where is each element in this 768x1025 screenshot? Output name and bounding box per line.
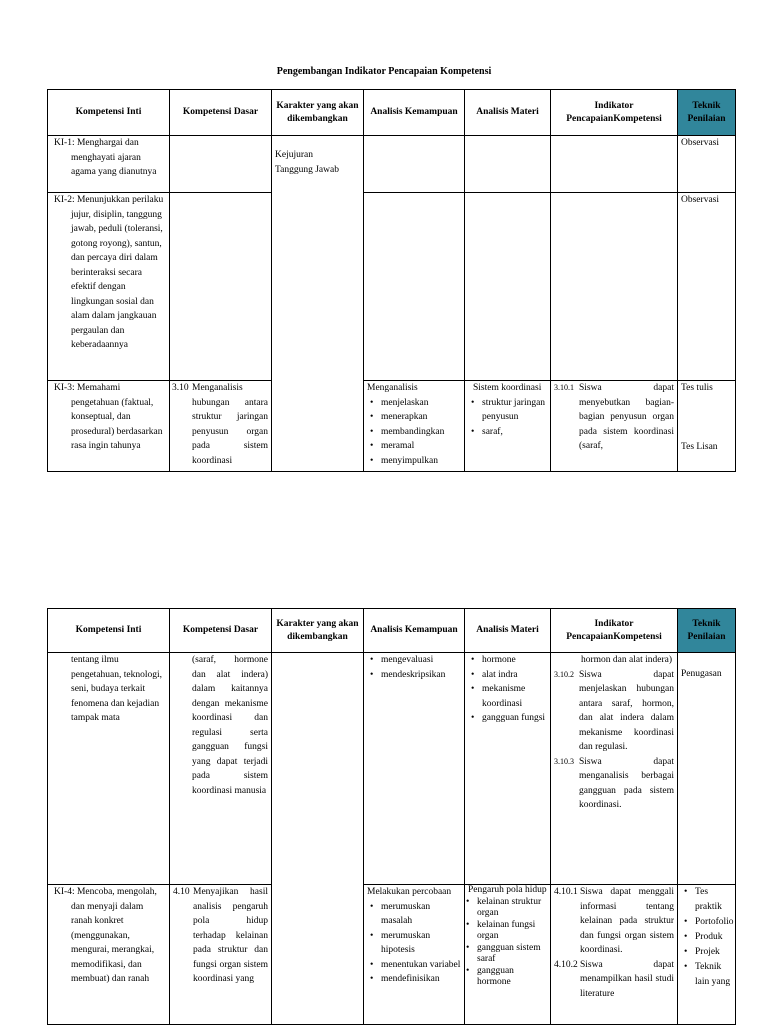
kemampuan-empty-cell <box>364 193 465 381</box>
table-row <box>48 885 736 1025</box>
kemampuan-list <box>367 653 461 682</box>
materi-cell <box>465 381 551 472</box>
teknik-item: Tes Lisan <box>681 441 718 452</box>
karakter-item: Tanggung Jawab <box>275 164 339 175</box>
kd-number: 3.10 <box>172 383 189 393</box>
list-item: • Projek <box>695 945 732 960</box>
materi-title: Pengaruh pola hidup <box>468 885 547 895</box>
kd-text: Menyajikan hasil analisis pengaruh pola hidup terhadap kelainan pada struktur dan fungsi organ sistem koordinasi yang <box>193 887 268 984</box>
materi-empty-cell <box>465 193 551 381</box>
kd-empty-cell <box>170 193 272 381</box>
list-item: • menentukan variabel <box>381 958 461 973</box>
list-item: • saraf, <box>482 425 547 440</box>
indikator-text: Siswa dapat menggali informasi tentang kelainan pada struktur dan fungsi organ sistem koordinasi. <box>580 887 674 955</box>
header-teknik: Teknik Penilaian <box>678 609 736 653</box>
ki1-text: KI-1: Menghargai dan menghayati ajaran agama yang dianutnya <box>54 138 157 177</box>
kd410-cell <box>170 885 272 1025</box>
indikator-empty-cell <box>551 193 678 381</box>
ki3-cell <box>48 381 170 472</box>
indikator-cell <box>551 653 678 885</box>
teknik-item: Tes tulis <box>681 383 713 393</box>
materi-list <box>468 396 547 440</box>
kemampuan-title: Menganalisis <box>367 383 418 393</box>
indikator-number: 3.10.3 <box>554 756 574 766</box>
indikator-number: 3.10.2 <box>554 669 574 679</box>
header-indikator: Indikator PencapaianKompetensi <box>551 609 678 653</box>
list-item: • menyimpulkan <box>381 454 461 469</box>
materi-empty-cell <box>465 136 551 193</box>
karakter-item: Kejujuran <box>275 150 313 160</box>
list-item: • Teknik lain yang <box>695 960 732 990</box>
materi-cell <box>465 653 551 885</box>
kd-continued-cell <box>170 653 272 885</box>
header-teknik: Teknik Penilaian <box>678 90 736 136</box>
list-item: • mengevaluasi <box>381 653 461 668</box>
ki3-continued-cell <box>48 653 170 885</box>
teknik-ki3-cell <box>678 381 736 472</box>
header-kemampuan: Analisis Kemampuan <box>364 90 465 136</box>
list-item: • menerapkan <box>381 410 461 425</box>
header-karakter: Karakter yang akan dikembangkan <box>272 90 364 136</box>
ki4-text: KI-4: Mencoba, mengolah, dan menyaji dalam ranah konkret (menggunakan, mengurai, merangkai, memodifikasi, dan membuat) dan ranah <box>54 887 157 984</box>
teknik-cell <box>678 653 736 885</box>
kemampuan-list <box>367 900 461 987</box>
header-indikator: Indikator PencapaianKompetensi <box>551 90 678 136</box>
list-item: • gangguan fungsi <box>482 711 547 726</box>
kemampuan-cell <box>364 885 465 1025</box>
teknik-item: Penugasan <box>681 669 722 679</box>
kemampuan-cell <box>364 381 465 472</box>
indikator-cell <box>551 885 678 1025</box>
indikator-number: 4.10.1 <box>554 887 578 897</box>
list-item: • merumuskan masalah <box>381 900 461 929</box>
kd-number: 4.10 <box>173 887 190 897</box>
indikator-text: Siswa dapat menyebutkan bagian-bagian penyusun organ pada sistem koordinasi (saraf, <box>579 383 674 451</box>
kemampuan-empty-cell <box>364 136 465 193</box>
list-item: • menjelaskan <box>381 396 461 411</box>
table-header-row <box>48 90 736 136</box>
teknik-list <box>681 885 732 990</box>
header-karakter: Karakter yang akan dikembangkan <box>272 609 364 653</box>
header-ki: Kompetensi Inti <box>48 609 170 653</box>
list-item: • mendeskripsikan <box>381 668 461 683</box>
indikator-text: Siswa dapat menganalisis berbagai gangguan pada sistem koordinasi. <box>579 756 674 810</box>
list-item: • kelainan fungsi organ <box>477 920 547 943</box>
list-item: • Produk <box>695 930 732 945</box>
list-item: • Tes praktik <box>695 885 732 915</box>
kd-text: Menganalisis hubungan antara struktur jaringan penyusun organ pada sistem koordinasi <box>192 383 268 466</box>
ki4-cell <box>48 885 170 1025</box>
list-item: • struktur jaringan penyusun <box>482 396 547 425</box>
header-kemampuan: Analisis Kemampuan <box>364 609 465 653</box>
header-materi: Analisis Materi <box>465 90 551 136</box>
ki2-text: KI-2: Menunjukkan perilaku jujur, disiplin, tanggung jawab, peduli (toleransi, gotong royong), santun, dan percaya diri dalam berinteraksi secara efektif dengan lingkungan sosial dan alam dalam jangkauan pergaulan dan keberadaannya <box>54 195 164 350</box>
header-materi: Analisis Materi <box>465 609 551 653</box>
header-kd: Kompetensi Dasar <box>170 609 272 653</box>
list-item: • alat indra <box>482 668 547 683</box>
page-title: Pengembangan Indikator Pencapaian Kompetensi <box>276 66 492 77</box>
teknik-ki1-cell: Observasi <box>678 136 736 193</box>
materi-cell <box>465 885 551 1025</box>
header-ki: Kompetensi Inti <box>48 90 170 136</box>
list-item: • gangguan sistem saraf <box>477 943 547 966</box>
ki1-cell <box>48 136 170 193</box>
karakter-cell <box>272 136 364 472</box>
competency-table-1 <box>47 89 736 472</box>
kemampuan-title: Melakukan percobaan <box>367 887 452 897</box>
table-header-row <box>48 609 736 653</box>
table-row <box>48 136 736 193</box>
indikator-text: Siswa dapat menampilkan hasil studi literature <box>580 959 674 999</box>
ki3-text: KI-3: Memahami pengetahuan (faktual, konseptual, dan prosedural) berdasarkan rasa ingin tahunya <box>54 383 163 451</box>
indikator-number: 3.10.1 <box>554 383 574 392</box>
list-item: • Portofolio <box>695 915 732 930</box>
indikator-continued-text: hormon dan alat indera) <box>580 655 672 665</box>
header-kd: Kompetensi Dasar <box>170 90 272 136</box>
kemampuan-list <box>367 396 461 469</box>
indikator-text: Siswa dapat menjelaskan hubungan antara saraf, hormon, dan alat indera dalam mekanisme koordinasi dan regulasi. <box>579 669 674 752</box>
indikator-number: 4.10.2 <box>554 959 578 970</box>
kd-continued-text: (saraf, hormone dan alat indera) dalam kaitannya dengan mekanisme koordinasi dan regulasi serta gangguan fungsi yang dapat terjadi pada sistem koordinasi manusia <box>192 655 268 796</box>
competency-table-2 <box>47 608 736 1025</box>
kd-empty-cell <box>170 136 272 193</box>
table-row <box>48 653 736 885</box>
list-item: • mendefinisikan <box>381 972 461 987</box>
list-item: • gangguan hormone <box>477 966 547 989</box>
list-item: • merumuskan hipotesis <box>381 929 461 958</box>
list-item: • kelainan struktur organ <box>477 897 547 920</box>
table-row <box>48 193 736 381</box>
kemampuan-cell <box>364 653 465 885</box>
ki3-continued-text: tentang ilmu pengetahuan, teknologi, seni, budaya terkait fenomena dan kejadian tampak mata <box>71 655 163 723</box>
indikator-cell <box>551 381 678 472</box>
materi-list <box>468 897 547 989</box>
ki2-cell <box>48 193 170 381</box>
list-item: • membandingkan <box>381 425 461 440</box>
table-row <box>48 381 736 472</box>
teknik-cell <box>678 885 736 1025</box>
list-item: • hormone <box>482 653 547 668</box>
kd310-cell <box>170 381 272 472</box>
karakter-empty-cell <box>272 653 364 1025</box>
teknik-ki2-cell: Observasi <box>678 193 736 381</box>
materi-title: Sistem koordinasi <box>473 383 542 393</box>
list-item: • mekanisme koordinasi <box>482 682 547 711</box>
list-item: • meramal <box>381 439 461 454</box>
materi-list <box>468 653 547 726</box>
indikator-empty-cell <box>551 136 678 193</box>
